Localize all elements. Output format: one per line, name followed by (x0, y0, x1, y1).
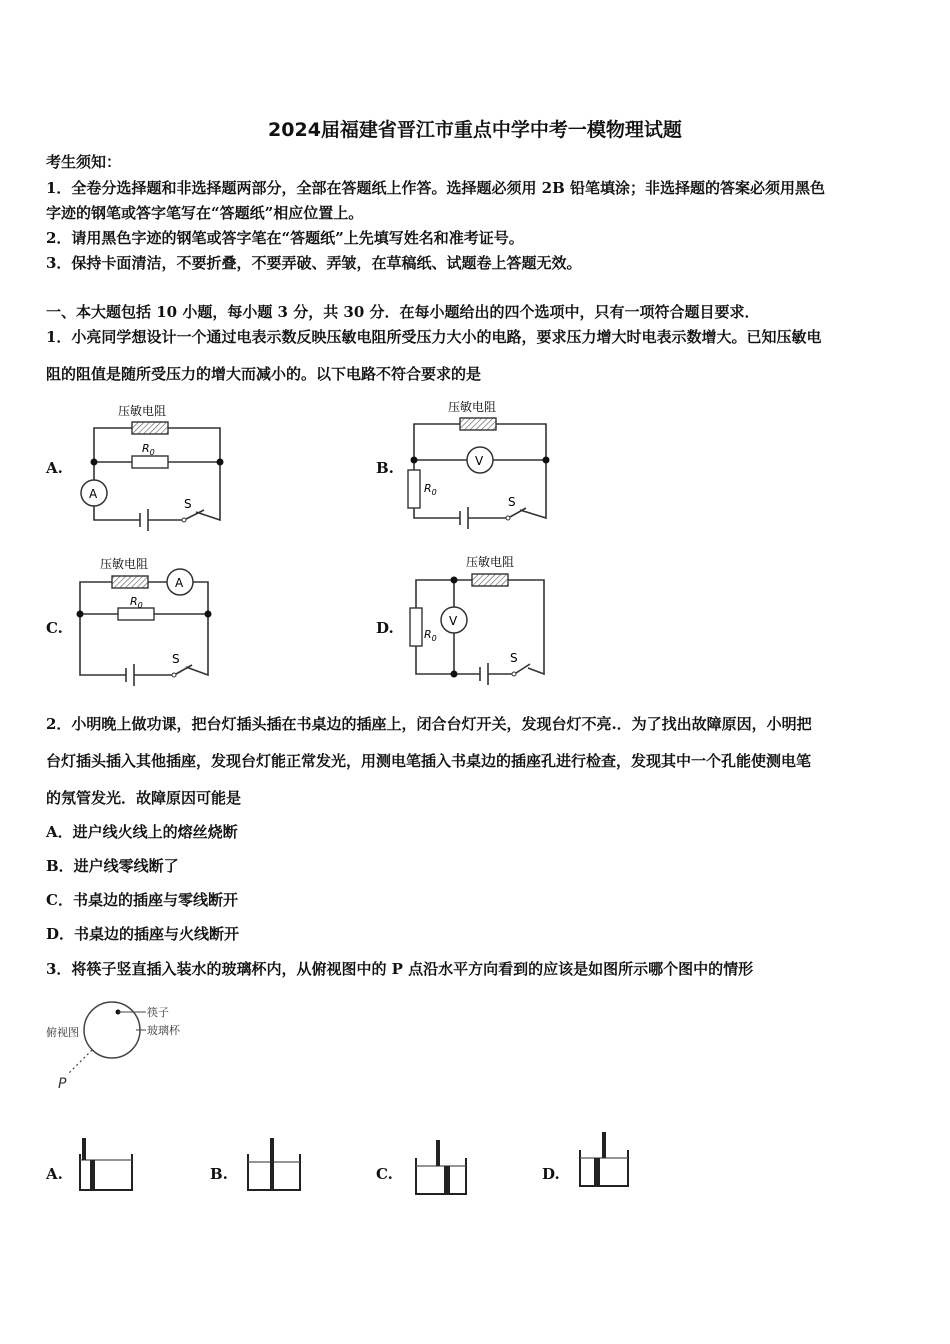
q3-stem: 3．将筷子竖直插入装水的玻璃杯内，从俯视图中的 P 点沿水平方向看到的应该是如图所示哪个图中的情形 (46, 960, 754, 978)
notice-line-2: 2．请用黑色字迹的钢笔或答字笔在“答题纸”上先填写姓名和准考证号。 (46, 229, 524, 247)
r0-subscript: 0 (137, 601, 143, 610)
chopstick-below (90, 1160, 95, 1190)
glass-option-b (248, 1138, 300, 1190)
q2-stem-line-2: 台灯插头插入其他插座，发现台灯能正常发光，用测电笔插入书桌边的插座孔进行检查，发现其中一个孔能使测电笔 (46, 752, 812, 770)
chopstick-below (444, 1166, 450, 1194)
chopstick (270, 1138, 274, 1190)
sensor-label-c: 压敏电阻 (100, 557, 149, 571)
q2-stem-line-1: 2．小明晚上做功课，把台灯插头插在书桌边的插座上，闭合台灯开关，发现台灯不亮.．为了找出故障原因，小明把 (46, 715, 812, 733)
switch-label: S (510, 651, 518, 665)
q1-stem-line-1: 1．小亮同学想设计一个通过电表示数反映压敏电阻所受压力大小的电路，要求压力增大时电表示数增大。已知压敏电 (46, 328, 822, 346)
switch-label: S (172, 652, 180, 666)
notice-line-3: 3．保持卡面清洁，不要折叠，不要弄破、弄皱，在草稿纸、试题卷上答题无效。 (46, 254, 582, 272)
chopstick-above (602, 1132, 606, 1158)
switch-label: S (508, 495, 516, 509)
notice-heading: 考生须知： (46, 153, 122, 171)
chopsticks-label: 筷子 (147, 1006, 169, 1019)
q2-option-c: C．书桌边的插座与零线断开 (46, 891, 238, 909)
section-heading: 一、本大题包括 10 小题，每小题 3 分，共 30 分．在每小题给出的四个选项中，只有一项符合题目要求． (46, 303, 760, 321)
r0-subscript: 0 (431, 634, 437, 643)
voltmeter-symbol: V (449, 614, 458, 628)
r0-label: R (142, 442, 150, 455)
r0-label: R (130, 595, 138, 608)
q1-option-c-label: C. (46, 619, 63, 637)
ammeter-symbol: A (89, 487, 98, 501)
q3-option-d-label: D. (542, 1165, 560, 1183)
glass-option-c (416, 1140, 466, 1194)
page-title: 2024届福建省晋江市重点中学中考一模物理试题 (268, 119, 682, 141)
chopstick-below (594, 1158, 600, 1186)
q1-option-d-label: D. (376, 619, 394, 637)
glass-option-d (580, 1132, 628, 1186)
r0-subscript: 0 (149, 448, 155, 457)
sensor-label-d: 压敏电阻 (466, 555, 515, 569)
switch-label: S (184, 497, 192, 511)
chopstick-above (82, 1138, 86, 1160)
r0-subscript: 0 (431, 488, 437, 497)
q1-option-a-label: A. (46, 459, 63, 477)
q1-option-b-label: B. (376, 459, 394, 477)
q2-option-a: A．进户线火线上的熔丝烧断 (46, 823, 238, 841)
top-view-label: 俯视图 (46, 1026, 79, 1039)
notice-line-1b: 字迹的钢笔或答字笔写在“答题纸”相应位置上。 (46, 204, 364, 222)
chopstick-above (436, 1140, 440, 1166)
r0-label: R (424, 628, 432, 641)
voltmeter-symbol: V (475, 454, 484, 468)
point-p-label: P (58, 1076, 67, 1092)
r0-label: R (424, 482, 432, 495)
ammeter-symbol: A (175, 576, 184, 590)
glass-option-a (80, 1138, 132, 1190)
sensor-label-a: 压敏电阻 (118, 404, 167, 418)
q2-stem-line-3: 的氖管发光．故障原因可能是 (46, 789, 242, 807)
notice-line-1a: 1．全卷分选择题和非选择题两部分，全部在答题纸上作答。选择题必须用 2B 铅笔填涂；非选择题的答案必须用黑色 (46, 179, 826, 197)
q2-option-d: D．书桌边的插座与火线断开 (46, 925, 240, 943)
q3-option-b-label: B. (210, 1165, 228, 1183)
glass-label: 玻璃杯 (147, 1024, 180, 1037)
q3-option-c-label: C. (376, 1165, 393, 1183)
sensor-label-b: 压敏电阻 (448, 400, 497, 414)
q1-stem-line-2: 阻的阻值是随所受压力的增大而减小的。以下电路不符合要求的是 (46, 365, 482, 383)
q3-option-a-label: A. (46, 1165, 63, 1183)
q2-option-b: B．进户线零线断了 (46, 857, 179, 875)
